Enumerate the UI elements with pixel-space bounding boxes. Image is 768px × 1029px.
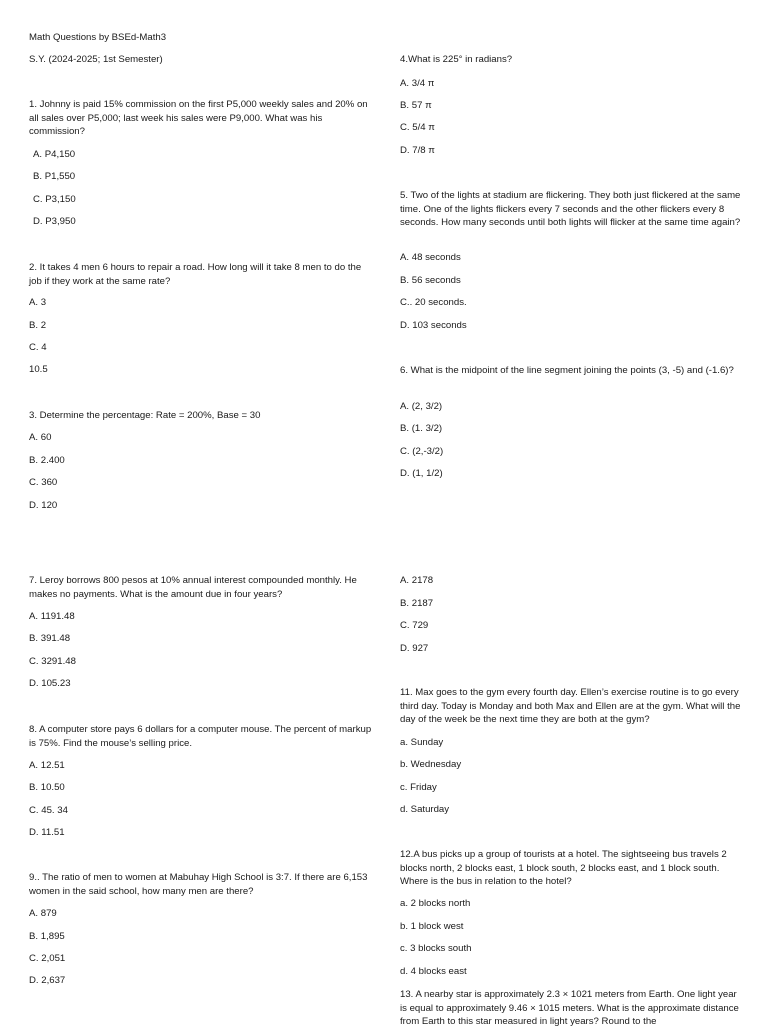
question-6: 6. What is the midpoint of the line segment joining the points (3, -5) and (-1.6)?: [400, 365, 734, 376]
q7-option-a[interactable]: A. 1191.48: [29, 611, 75, 622]
q2-option-d[interactable]: 10.5: [29, 364, 48, 375]
question-1: 1. Johnny is paid 15% commission on the first P5,000 weekly sales and 20% on all sales over P5,000; last week his sales were P9,000. What was his commission?: [29, 99, 368, 137]
q7-option-c[interactable]: C. 3291.48: [29, 656, 76, 667]
q2-option-a[interactable]: A. 3: [29, 297, 47, 308]
q9-option-c[interactable]: C. 2,051: [29, 953, 66, 964]
q8-option-a[interactable]: A. 12.51: [29, 760, 65, 771]
q3-option-b[interactable]: B. 2.400: [29, 455, 65, 466]
q6-option-c[interactable]: C. (2,-3/2): [400, 446, 444, 457]
q3-option-a[interactable]: A. 60: [29, 432, 52, 443]
q8-option-d[interactable]: D. 11.51: [29, 827, 65, 838]
q8-option-b[interactable]: B. 10.50: [29, 782, 65, 793]
school-year: S.Y. (2024-2025; 1st Semester): [29, 54, 163, 65]
q11-option-d[interactable]: d. Saturday: [400, 804, 450, 815]
q9-option-a[interactable]: A. 879: [29, 908, 57, 919]
q4-option-a[interactable]: A. 3/4 π: [400, 78, 435, 89]
q4-option-d[interactable]: D. 7/8 π: [400, 145, 435, 156]
q5-option-b[interactable]: B. 56 seconds: [400, 275, 461, 286]
q9-option-b[interactable]: B. 1,895: [29, 931, 65, 942]
q1-option-b[interactable]: B. P1,550: [33, 171, 76, 182]
question-12: 12.A bus picks up a group of tourists at a hotel. The sightseeing bus travels 2 blocks north, 2 blocks east, 1 block south, 2 blocks east, and 1 block south. Where is the bus in relation to the hotel?: [400, 849, 727, 887]
q11-option-b[interactable]: b. Wednesday: [400, 759, 462, 770]
q12-option-b[interactable]: b. 1 block west: [400, 921, 464, 932]
question-4: 4.What is 225° in radians?: [400, 54, 513, 65]
question-8: 8. A computer store pays 6 dollars for a computer mouse. The percent of markup is 75%. Find the mouse’s selling price.: [29, 724, 372, 749]
q9-option-d[interactable]: D. 2,637: [29, 975, 66, 986]
q7-option-d[interactable]: D. 105.23: [29, 678, 71, 689]
q12-option-d[interactable]: d. 4 blocks east: [400, 966, 467, 977]
question-13: 13. A nearby star is approximately 2.3 × 1021 meters from Earth. One light year is equal to approximately 9.46 × 1015 meters. What is the approximate distance from Earth to this star measured in light years? Round to the: [400, 989, 739, 1027]
q4-option-b[interactable]: B. 57 π: [400, 100, 432, 111]
q12-option-c[interactable]: c. 3 blocks south: [400, 943, 472, 954]
q5-option-d[interactable]: D. 103 seconds: [400, 320, 467, 331]
q5-option-a[interactable]: A. 48 seconds: [400, 252, 461, 263]
q3-option-c[interactable]: C. 360: [29, 477, 58, 488]
q10-option-b[interactable]: B. 2187: [400, 598, 434, 609]
question-2: 2. It takes 4 men 6 hours to repair a road. How long will it take 8 men to do the job if they work at the same rate?: [29, 262, 362, 287]
q10-option-a[interactable]: A. 2178: [400, 575, 434, 586]
q6-option-b[interactable]: B. (1. 3/2): [400, 423, 443, 434]
q6-option-a[interactable]: A. (2, 3/2): [400, 401, 443, 412]
q10-option-d[interactable]: D. 927: [400, 643, 429, 654]
q6-option-d[interactable]: D. (1, 1/2): [400, 468, 443, 479]
question-9: 9.. The ratio of men to women at Mabuhay High School is 3:7. If there are 6,153 women in the said school, how many men are there?: [29, 872, 368, 897]
question-11: 11. Max goes to the gym every fourth day. Ellen’s exercise routine is to go every third day. Today is Monday and both Max and Ellen are at the gym. What will the day of the week be the next time they are both at the gym?: [400, 687, 741, 725]
q1-option-a[interactable]: A. P4,150: [33, 149, 76, 160]
question-5: 5. Two of the lights at stadium are flickering. They both just flickered at the same time. One of the lights flickers every 7 seconds and the other flickers every 8 seconds. How many seconds until both lights will flicker at the same time again?: [400, 190, 741, 228]
q2-option-b[interactable]: B. 2: [29, 320, 47, 331]
question-3: 3. Determine the percentage: Rate = 200%, Base = 30: [29, 410, 261, 421]
question-7: 7. Leroy borrows 800 pesos at 10% annual interest compounded monthly. He makes no payments. What is the amount due in four years?: [29, 575, 357, 600]
q4-option-c[interactable]: C. 5/4 π: [400, 122, 435, 133]
document-title: Math Questions by BSEd-Math3: [29, 32, 167, 43]
q3-option-d[interactable]: D. 120: [29, 500, 58, 511]
q1-option-d[interactable]: D. P3,950: [33, 216, 76, 227]
q12-option-a[interactable]: a. 2 blocks north: [400, 898, 471, 909]
q2-option-c[interactable]: C. 4: [29, 342, 47, 353]
q8-option-c[interactable]: C. 45. 34: [29, 805, 68, 816]
q10-option-c[interactable]: C. 729: [400, 620, 429, 631]
q11-option-a[interactable]: a. Sunday: [400, 737, 444, 748]
q1-option-c[interactable]: C. P3,150: [33, 194, 76, 205]
q5-option-c[interactable]: C.. 20 seconds.: [400, 297, 467, 308]
q7-option-b[interactable]: B. 391.48: [29, 633, 71, 644]
q11-option-c[interactable]: c. Friday: [400, 782, 437, 793]
